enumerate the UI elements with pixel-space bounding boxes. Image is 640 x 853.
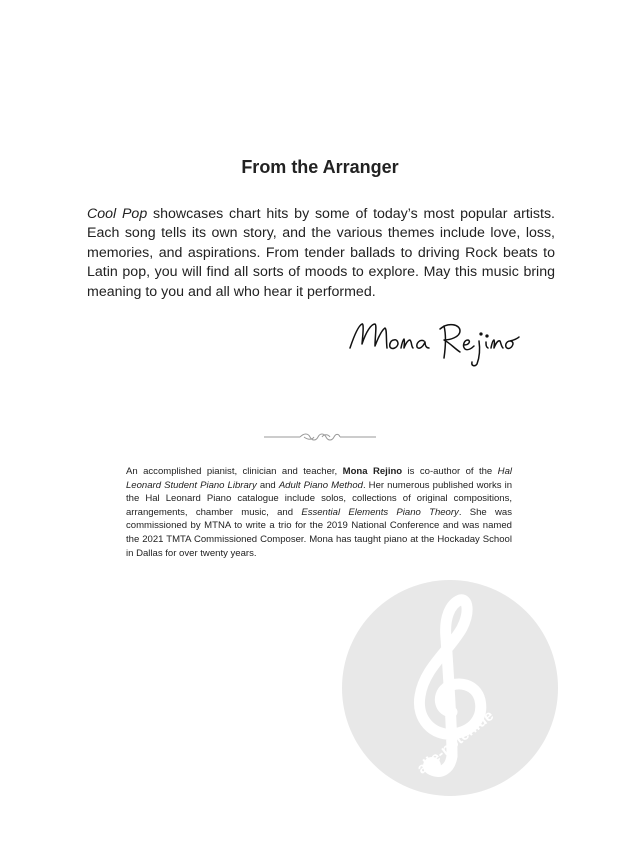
bio-text-2: is co-author of the xyxy=(402,466,498,477)
signature-drawing xyxy=(340,312,525,372)
arranger-bio xyxy=(126,465,512,560)
page-title: From the Arranger xyxy=(241,157,399,177)
signature xyxy=(340,312,525,372)
bio-book-2: Adult Piano Method xyxy=(278,479,363,491)
bio-text-3: and xyxy=(256,479,279,491)
watermark-text: alle-noten.de xyxy=(413,707,498,778)
bio-text-4: . Her numerous published works in the Hal Leonard Piano catalogue include solos, collections of original compositions, arrangements, chamber music, and xyxy=(126,479,513,518)
ornament-divider xyxy=(262,430,378,444)
bio-book-3: Essential Elements Piano Theory xyxy=(301,506,459,518)
arranger-note-text: showcases chart hits by some of today’s most popular artists. Each song tells its own story, and the various themes include love, loss, memories, and aspirations. From tender ballads to driving Rock beats to Latin pop, you will find all sorts of moods to explore. May this music bring meaning to you and all who hear it performed. xyxy=(87,206,555,300)
watermark-logo xyxy=(340,578,560,798)
bio-name: Mona Rejino xyxy=(342,466,403,477)
bio-text-1: An accomplished pianist, clinician and teacher, xyxy=(126,466,343,477)
bio-text-5: . She was commissioned by MTNA to write a trio for the 2019 National Conference and was named the 2021 TMTA Commissioned Composer. Mona has taught piano at the Hockaday School in Dallas for over twenty years. xyxy=(126,506,512,559)
bio-book-1: Hal Leonard Student Piano Library xyxy=(126,466,512,491)
book-title: Cool Pop xyxy=(87,206,148,222)
arranger-note xyxy=(87,205,555,302)
